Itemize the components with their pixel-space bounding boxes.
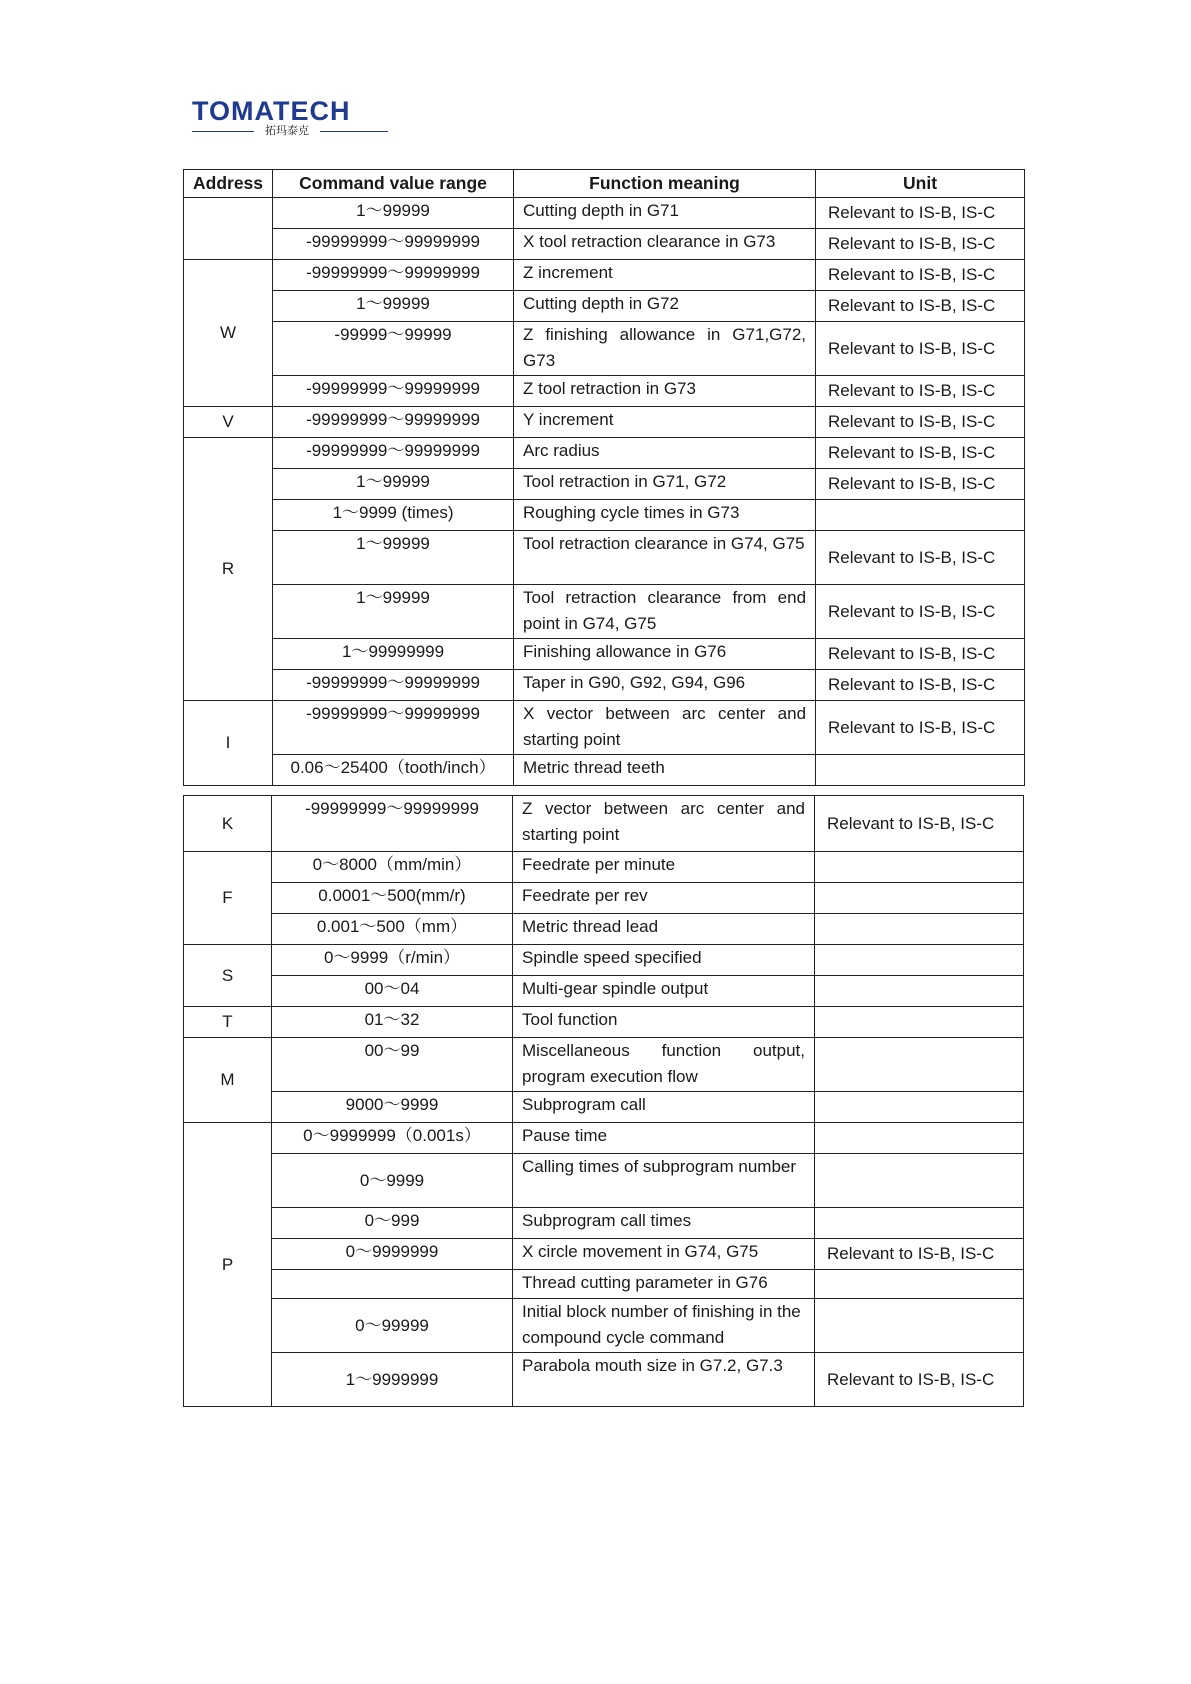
table-row: [184, 1270, 1024, 1299]
table-row: [184, 852, 1024, 883]
unit-cell: Relevant to IS-B, IS-C: [815, 1353, 1024, 1407]
table-row: [184, 260, 1025, 291]
table-row: [184, 1239, 1024, 1270]
table-row: [184, 1092, 1024, 1123]
unit-cell: [815, 976, 1024, 1007]
table-row: [184, 670, 1025, 701]
table-row: [184, 1123, 1024, 1154]
range-cell: 0～999: [272, 1208, 513, 1239]
address-cell: W: [184, 260, 273, 407]
logo-brand-text: TOMATECH: [192, 96, 351, 126]
unit-cell: Relevant to IS-B, IS-C: [816, 376, 1025, 407]
range-cell: 0～9999999: [272, 1239, 513, 1270]
unit-cell: [815, 914, 1024, 945]
range-cell: 9000～9999: [272, 1092, 513, 1123]
function-cell: Thread cutting parameter in G76: [513, 1270, 815, 1299]
address-cell: R: [184, 438, 273, 701]
header-range: Command value range: [273, 170, 514, 198]
function-cell: Tool retraction in G71, G72: [514, 469, 816, 500]
command-table-part-1: [183, 169, 1025, 786]
function-cell: Taper in G90, G92, G94, G96: [514, 670, 816, 701]
range-cell: [272, 1270, 513, 1299]
address-cell: [184, 198, 273, 260]
function-cell: Arc radius: [514, 438, 816, 469]
table-row: [184, 229, 1025, 260]
unit-cell: Relevant to IS-B, IS-C: [816, 701, 1025, 755]
function-cell: Miscellaneous function output, program execution flow: [513, 1038, 815, 1092]
function-cell: Multi-gear spindle output: [513, 976, 815, 1007]
unit-cell: Relevant to IS-B, IS-C: [816, 469, 1025, 500]
table-row: [184, 322, 1025, 376]
range-cell: -99999999～99999999: [273, 438, 514, 469]
function-cell: Calling times of subprogram number: [513, 1154, 815, 1208]
range-cell: -99999999～99999999: [273, 376, 514, 407]
range-cell: 1～99999: [273, 531, 514, 585]
command-table-part-2: [183, 795, 1024, 1407]
table-row: [184, 291, 1025, 322]
logo-rule-right: [320, 131, 388, 132]
range-cell: 1～9999 (times): [273, 500, 514, 531]
table-row: [184, 1154, 1024, 1208]
function-cell: Subprogram call times: [513, 1208, 815, 1239]
function-cell: X circle movement in G74, G75: [513, 1239, 815, 1270]
function-cell: Tool retraction clearance from end point in G74, G75: [514, 585, 816, 639]
range-cell: 0～8000（mm/min）: [272, 852, 513, 883]
range-cell: 1～99999999: [273, 639, 514, 670]
range-cell: -99999999～99999999: [272, 796, 513, 852]
table-row: [184, 755, 1025, 786]
table-row: [184, 883, 1024, 914]
table-row: [184, 1299, 1024, 1353]
header-function: Function meaning: [514, 170, 816, 198]
table-row: [184, 976, 1024, 1007]
range-cell: 1～9999999: [272, 1353, 513, 1407]
range-cell: 01～32: [272, 1007, 513, 1038]
function-cell: Parabola mouth size in G7.2, G7.3: [513, 1353, 815, 1407]
unit-cell: Relevant to IS-B, IS-C: [816, 531, 1025, 585]
unit-cell: [816, 755, 1025, 786]
range-cell: -99999～99999: [273, 322, 514, 376]
unit-cell: Relevant to IS-B, IS-C: [816, 198, 1025, 229]
range-cell: 0～9999（r/min）: [272, 945, 513, 976]
table-row: [184, 1208, 1024, 1239]
range-cell: 0.001～500（mm）: [272, 914, 513, 945]
table-row: [184, 945, 1024, 976]
range-cell: 0.06～25400（tooth/inch）: [273, 755, 514, 786]
function-cell: Z increment: [514, 260, 816, 291]
table-row: [184, 796, 1024, 852]
function-cell: Initial block number of finishing in the compound cycle command: [513, 1299, 815, 1353]
table-row: [184, 585, 1025, 639]
function-cell: Tool retraction clearance in G74, G75: [514, 531, 816, 585]
unit-cell: Relevant to IS-B, IS-C: [816, 229, 1025, 260]
address-cell: I: [184, 701, 273, 786]
address-cell: M: [184, 1038, 272, 1123]
function-cell: Z tool retraction in G73: [514, 376, 816, 407]
unit-cell: Relevant to IS-B, IS-C: [815, 1239, 1024, 1270]
function-cell: Y increment: [514, 407, 816, 438]
table-row: [184, 639, 1025, 670]
table-row: [184, 198, 1025, 229]
function-cell: Spindle speed specified: [513, 945, 815, 976]
function-cell: X tool retraction clearance in G73: [514, 229, 816, 260]
logo-subtitle: 拓玛泰克: [265, 124, 309, 137]
address-cell: F: [184, 852, 272, 945]
range-cell: 1～99999: [273, 469, 514, 500]
function-cell: Feedrate per minute: [513, 852, 815, 883]
function-cell: Metric thread teeth: [514, 755, 816, 786]
unit-cell: Relevant to IS-B, IS-C: [816, 639, 1025, 670]
unit-cell: Relevant to IS-B, IS-C: [816, 670, 1025, 701]
unit-cell: [815, 1299, 1024, 1353]
range-cell: 1～99999: [273, 198, 514, 229]
table-row: [184, 469, 1025, 500]
address-cell: V: [184, 407, 273, 438]
table-row: [184, 914, 1024, 945]
function-cell: Z vector between arc center and starting point: [513, 796, 815, 852]
unit-cell: [815, 1208, 1024, 1239]
unit-cell: [815, 883, 1024, 914]
function-cell: Roughing cycle times in G73: [514, 500, 816, 531]
range-cell: 00～99: [272, 1038, 513, 1092]
logo-rule-left: [192, 131, 254, 132]
range-cell: 00～04: [272, 976, 513, 1007]
range-cell: 0.0001～500(mm/r): [272, 883, 513, 914]
table-row: [184, 531, 1025, 585]
table-row: [184, 1353, 1024, 1407]
range-cell: 1～99999: [273, 291, 514, 322]
address-cell: P: [184, 1123, 272, 1407]
function-cell: Metric thread lead: [513, 914, 815, 945]
unit-cell: [815, 1154, 1024, 1208]
table-row: [184, 701, 1025, 755]
function-cell: Cutting depth in G72: [514, 291, 816, 322]
function-cell: Feedrate per rev: [513, 883, 815, 914]
range-cell: -99999999～99999999: [273, 701, 514, 755]
function-cell: Finishing allowance in G76: [514, 639, 816, 670]
unit-cell: [815, 1270, 1024, 1299]
range-cell: -99999999～99999999: [273, 670, 514, 701]
function-cell: Z finishing allowance in G71,G72, G73: [514, 322, 816, 376]
table-row: [184, 500, 1025, 531]
range-cell: -99999999～99999999: [273, 260, 514, 291]
header-unit: Unit: [816, 170, 1025, 198]
address-cell: S: [184, 945, 272, 1007]
unit-cell: Relevant to IS-B, IS-C: [816, 438, 1025, 469]
address-cell: T: [184, 1007, 272, 1038]
unit-cell: [815, 1038, 1024, 1092]
address-cell: K: [184, 796, 272, 852]
table-row: [184, 1007, 1024, 1038]
table-row: [184, 438, 1025, 469]
table-header-row: [184, 170, 1025, 198]
function-cell: Subprogram call: [513, 1092, 815, 1123]
range-cell: -99999999～99999999: [273, 407, 514, 438]
range-cell: 0～9999: [272, 1154, 513, 1208]
unit-cell: Relevant to IS-B, IS-C: [816, 585, 1025, 639]
unit-cell: Relevant to IS-B, IS-C: [816, 260, 1025, 291]
unit-cell: [815, 1007, 1024, 1038]
function-cell: Pause time: [513, 1123, 815, 1154]
range-cell: 1～99999: [273, 585, 514, 639]
unit-cell: Relevant to IS-B, IS-C: [816, 407, 1025, 438]
table-row: [184, 1038, 1024, 1092]
unit-cell: [815, 1092, 1024, 1123]
function-cell: X vector between arc center and starting point: [514, 701, 816, 755]
header-address: Address: [184, 170, 273, 198]
unit-cell: [815, 852, 1024, 883]
unit-cell: Relevant to IS-B, IS-C: [816, 322, 1025, 376]
company-logo: [192, 98, 388, 140]
function-cell: Tool function: [513, 1007, 815, 1038]
unit-cell: [815, 1123, 1024, 1154]
unit-cell: [816, 500, 1025, 531]
range-cell: 0～9999999（0.001s）: [272, 1123, 513, 1154]
range-cell: -99999999～99999999: [273, 229, 514, 260]
unit-cell: Relevant to IS-B, IS-C: [815, 796, 1024, 852]
range-cell: 0～99999: [272, 1299, 513, 1353]
table-row: [184, 376, 1025, 407]
table-row: [184, 407, 1025, 438]
unit-cell: Relevant to IS-B, IS-C: [816, 291, 1025, 322]
function-cell: Cutting depth in G71: [514, 198, 816, 229]
unit-cell: [815, 945, 1024, 976]
